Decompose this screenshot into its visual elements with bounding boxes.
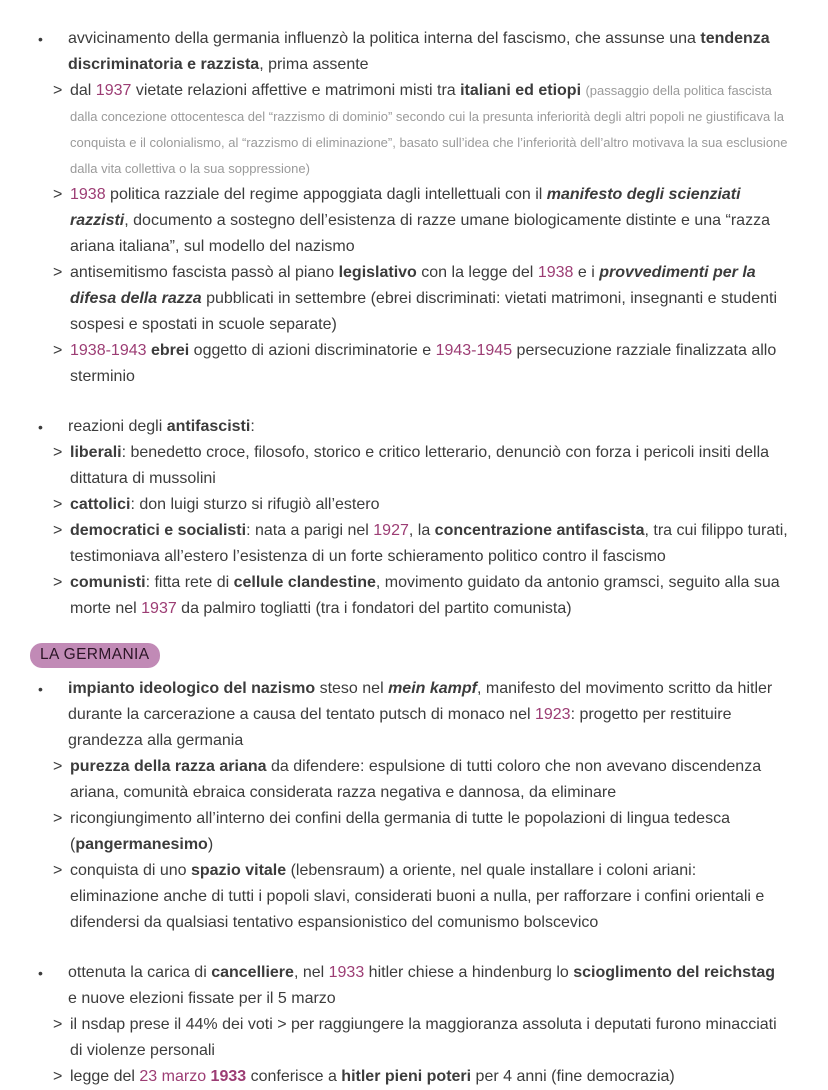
text-segment: pubblicati in settembre (ebrei discriminati: vietati matrimoni, insegnanti e studenti sospesi e spostati in scuole separate) — [70, 290, 777, 333]
section-heading — [0, 642, 788, 668]
item-text — [70, 342, 776, 385]
text-segment: : — [250, 418, 255, 435]
sub-bullet-marker: > — [53, 522, 63, 539]
text-segment: antifascisti — [166, 418, 251, 435]
text-segment: : don luigi sturzo si rifugiò all’estero — [130, 496, 380, 513]
sub-bullet-item — [0, 1012, 788, 1064]
text-segment: , nel — [293, 964, 329, 981]
item-text — [68, 964, 775, 1007]
text-segment: 1927 — [373, 522, 409, 539]
sub-bullet-marker: > — [53, 574, 63, 591]
sub-bullet-marker: > — [53, 496, 63, 513]
text-segment: antisemitismo fascista passò al piano — [70, 264, 339, 281]
sub-bullet-marker: > — [53, 342, 63, 359]
text-segment: 1943-1945 — [435, 342, 513, 359]
bullet-item — [0, 26, 788, 78]
text-segment: 1938 — [70, 186, 106, 203]
text-segment: cattolici — [70, 496, 131, 513]
item-text — [68, 30, 770, 73]
item-text — [70, 758, 761, 801]
text-segment: da palmiro togliatti (tra i fondatori del partito comunista) — [176, 600, 572, 617]
text-segment: politica razziale del regime appoggiata dagli intellettuali con il — [105, 186, 547, 203]
sub-bullet-item — [0, 858, 788, 936]
text-segment: reazioni degli — [68, 418, 167, 435]
text-segment: da difendere: espulsione di tutti coloro che non avevano discendenza ariana, comunità ebraica considerata razza negativa e dannosa, da eliminare — [70, 758, 762, 801]
sub-bullet-marker: > — [53, 264, 63, 281]
text-segment: vietate relazioni affettive e matrimoni misti tra — [131, 82, 461, 99]
item-text — [70, 862, 764, 931]
text-segment: (passaggio della politica fascista dalla concezione ottocentesca del “razzismo di dominio” secondo cui la presunta inferiorità degli altri popoli ne giustificava la conquista e il colonialismo, al “razzismo di eliminazione”, basato sull’idea che l’inferiorità dell’altro motivava la sua esclusione dalla vita collettiva o la sua soppressione) — [70, 83, 788, 176]
sub-bullet-item — [0, 754, 788, 806]
text-segment: (lebensraum) a oriente, nel quale installare i coloni ariani: eliminazione anche di tutti i popoli slavi, considerati buoni a nulla, per rafforzare i confini orientali e difendersi da qualsiasi tentativo espansionistico del comunismo bolscevico — [70, 862, 765, 931]
text-segment: , documento a sostegno dell’esistenza di razze umane biologicamente distinte e una “razza ariana italiana”, sul modello del nazismo — [70, 212, 770, 255]
bullet-marker: • — [38, 419, 43, 435]
text-segment: 1937 — [141, 600, 177, 617]
text-segment: 23 marzo — [139, 1068, 207, 1085]
text-segment: con la legge del — [416, 264, 538, 281]
text-segment: tendenza discriminatoria e razzista — [68, 30, 770, 73]
bullet-item — [0, 676, 788, 754]
sub-bullet-item — [0, 182, 788, 260]
item-text — [68, 680, 772, 749]
bullet-item — [0, 414, 788, 440]
item-text — [70, 1016, 777, 1059]
text-segment: hitler pieni poteri — [341, 1068, 472, 1085]
text-segment: conquista di uno — [70, 862, 191, 879]
text-segment: ottenuta la carica di — [68, 964, 212, 981]
sub-bullet-marker: > — [53, 82, 63, 99]
item-text — [70, 264, 777, 333]
text-segment: manifesto degli scienziati razzisti — [70, 186, 741, 229]
text-segment: 1938-1943 — [70, 342, 147, 359]
text-segment: 1933 — [328, 964, 365, 981]
sub-bullet-item — [0, 806, 788, 858]
text-segment: : benedetto croce, filosofo, storico e critico letterario, denunciò con forza i pericoli insiti della dittatura di mussolini — [70, 444, 770, 487]
sub-bullet-item — [0, 440, 788, 492]
text-segment: 1938 — [537, 264, 574, 281]
text-segment: scioglimento del reichstag — [573, 964, 776, 981]
spacer — [0, 936, 788, 960]
item-text — [70, 496, 379, 513]
text-segment: 1923 — [534, 706, 571, 723]
text-segment: : nata a parigi nel — [246, 522, 374, 539]
text-segment: dal — [70, 82, 96, 99]
text-segment: impianto ideologico del nazismo — [68, 680, 316, 697]
sub-bullet-marker: > — [53, 862, 63, 879]
sub-bullet-item — [0, 78, 788, 182]
item-text — [68, 418, 255, 435]
text-segment: per 4 anni (fine democrazia) — [471, 1068, 675, 1085]
text-segment: 1933 — [210, 1068, 247, 1085]
bullet-marker: • — [38, 31, 43, 47]
text-segment: e i — [573, 264, 600, 281]
text-segment: , manifesto del movimento scritto da hitler durante la carcerazione a causa del tentato putsch di monaco nel — [68, 680, 773, 723]
item-text — [70, 82, 788, 177]
bullet-marker: • — [38, 681, 43, 697]
sub-bullet-marker: > — [53, 186, 63, 203]
section-heading-highlight: LA GERMANIA — [30, 643, 160, 668]
text-segment: conferisce a — [246, 1068, 342, 1085]
text-segment: italiani ed etiopi — [460, 82, 582, 99]
text-segment: persecuzione razziale finalizzata allo sterminio — [70, 342, 777, 385]
item-text — [70, 186, 770, 255]
text-segment: concentrazione antifascista — [434, 522, 645, 539]
text-segment: legge del — [70, 1068, 140, 1085]
text-segment: , movimento guidato da antonio gramsci, seguito alla sua morte nel — [70, 574, 780, 617]
text-segment: pangermanesimo — [75, 836, 208, 853]
text-segment: cancelliere — [211, 964, 294, 981]
sub-bullet-item — [0, 338, 788, 390]
text-segment: ) — [207, 836, 214, 853]
text-segment: hitler chiese a hindenburg lo — [364, 964, 574, 981]
text-segment: avvicinamento della germania influenzò la politica interna del fascismo, che assunse una — [68, 30, 701, 47]
text-segment: provvedimenti per la difesa della razza — [70, 264, 756, 307]
sub-bullet-item — [0, 518, 788, 570]
text-segment: mein kampf — [388, 680, 477, 697]
sub-bullet-marker: > — [53, 758, 63, 775]
text-segment: : fitta rete di — [145, 574, 234, 591]
text-segment: oggetto di azioni discriminatorie e — [189, 342, 436, 359]
sub-bullet-item — [0, 260, 788, 338]
spacer — [0, 622, 788, 640]
text-segment: ebrei — [150, 342, 190, 359]
text-segment: e nuove elezioni fissate per il 5 marzo — [68, 990, 336, 1007]
text-segment: democratici e socialisti — [70, 522, 247, 539]
bullet-item — [0, 960, 788, 1012]
text-segment: purezza della razza ariana — [70, 758, 267, 775]
item-text — [70, 1068, 675, 1085]
text-segment: comunisti — [70, 574, 146, 591]
spacer — [0, 390, 788, 414]
sub-bullet-marker: > — [53, 444, 63, 461]
sub-bullet-marker: > — [53, 810, 63, 827]
item-text — [70, 522, 788, 565]
text-segment: ricongiungimento all’interno dei confini della germania di tutte le popolazioni di lingua tedesca ( — [70, 810, 730, 853]
text-segment: il nsdap prese il 44% dei voti > per raggiungere la maggioranza assoluta i deputati furono minacciati di violenze personali — [70, 1016, 777, 1059]
sub-bullet-item — [0, 1064, 788, 1090]
bullet-marker: • — [38, 965, 43, 981]
document-body — [0, 26, 788, 1090]
text-segment: , la — [408, 522, 435, 539]
item-text — [70, 810, 730, 853]
text-segment: legislativo — [338, 264, 417, 281]
text-segment: liberali — [70, 444, 122, 461]
sub-bullet-item — [0, 492, 788, 518]
text-segment: steso nel — [315, 680, 389, 697]
text-segment: , prima assente — [259, 56, 369, 73]
text-segment: , tra cui filippo turati, testimoniava all’estero l’esistenza di un forte schieramento politico contro il fascismo — [70, 522, 788, 565]
sub-bullet-marker: > — [53, 1016, 63, 1033]
text-segment: cellule clandestine — [233, 574, 376, 591]
sub-bullet-marker: > — [53, 1068, 63, 1085]
text-segment: 1937 — [95, 82, 132, 99]
item-text — [70, 444, 769, 487]
text-segment: : progetto per restituire grandezza alla germania — [68, 706, 732, 749]
item-text — [70, 574, 780, 617]
text-segment: spazio vitale — [190, 862, 287, 879]
sub-bullet-item — [0, 570, 788, 622]
